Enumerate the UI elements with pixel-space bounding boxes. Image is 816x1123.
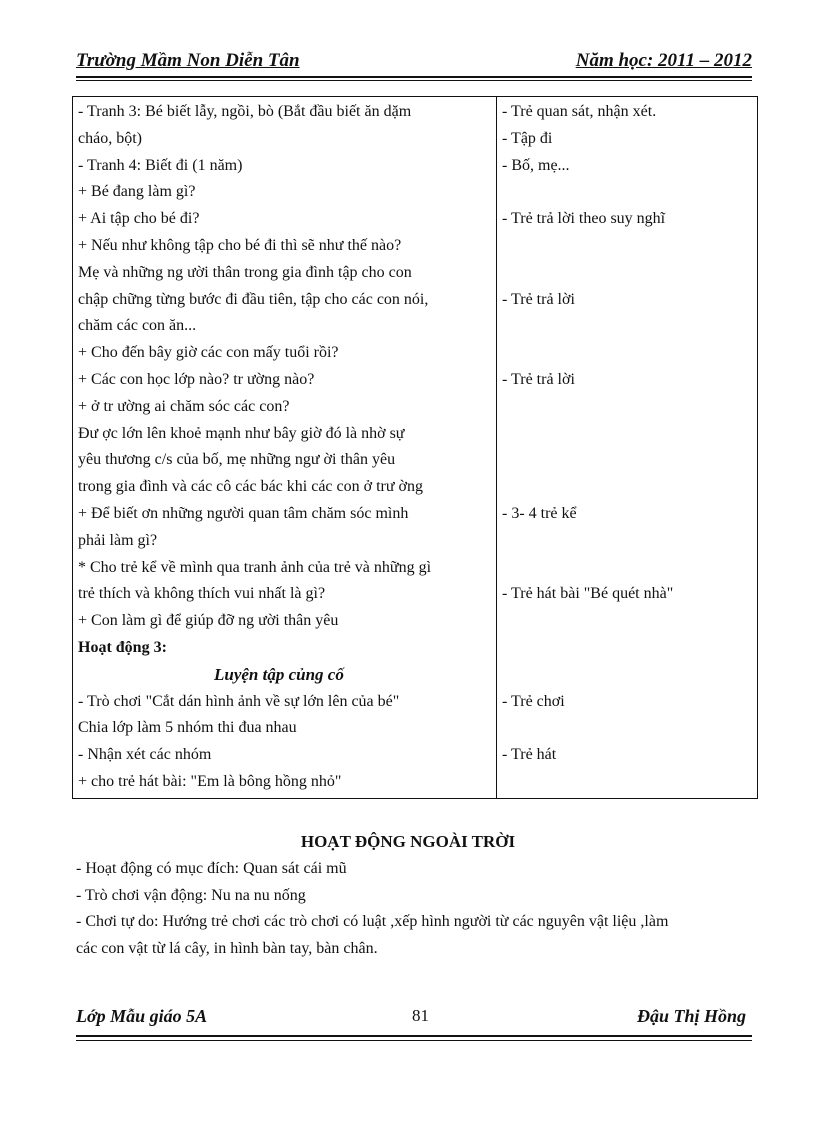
response-line [502, 447, 753, 474]
footer-rule [76, 1035, 752, 1037]
school-name: Trường Mầm Non Diễn Tân [76, 50, 300, 71]
activity-subtitle: Luyện tập củng cố [214, 664, 344, 684]
table-line: + Con làm gì để giúp đỡ ng ười thân yêu [78, 612, 339, 630]
table-line: chăm các con ăn... [78, 317, 197, 335]
class-name: Lớp Mẫu giáo 5A [76, 1006, 208, 1026]
response-line [502, 260, 753, 287]
table-line: yêu thương c/s của bố, mẹ những ngư ời thân yêu [78, 451, 396, 469]
outdoor-line: - Chơi tự do: Hướng trẻ chơi các trò chơi có luật ,xếp hình người từ các nguyên vật liệu ,làm [76, 913, 669, 930]
response-line: - Trẻ hát bài "Bé quét nhà" [502, 585, 674, 603]
child-activities-cell [497, 97, 758, 799]
outdoor-line: - Trò chơi vận động: Nu na nu nống [76, 886, 306, 904]
response-line [502, 233, 753, 260]
response-line [502, 394, 753, 421]
table-line: - Tranh 4: Biết đi (1 năm) [78, 156, 243, 174]
table-line: + ở tr ường ai chăm sóc các con? [78, 397, 290, 415]
response-line [502, 662, 753, 689]
table-line: + Cho đến bây giờ các con mấy tuổi rồi? [78, 344, 339, 362]
teacher-activities-list [78, 99, 492, 635]
table-line: * Cho trẻ kể về mình qua tranh ảnh của trẻ và những gì [78, 558, 432, 576]
table-line: + Ai tập cho bé đi? [78, 210, 200, 228]
footer-rule-thin [76, 1040, 752, 1041]
teacher-activities-cell [73, 97, 497, 799]
table-line: + Để biết ơn những người quan tâm chăm sóc mình [78, 504, 409, 522]
table-line: + cho trẻ hát bài: "Em là bông hồng nhỏ" [78, 772, 342, 790]
response-line [502, 555, 753, 582]
page-number: 81 [412, 1006, 429, 1025]
response-line: - Trẻ trả lời theo suy nghĩ [502, 210, 666, 228]
table-line: - Trò chơi "Cắt dán hình ảnh về sự lớn lên của bé" [78, 692, 400, 710]
table-line: trong gia đình và các cô các bác khi các con ở trư ờng [78, 478, 423, 496]
response-line [502, 421, 753, 448]
response-line: - Trẻ chơi [502, 692, 565, 710]
outdoor-line: các con vật từ lá cây, in hình bàn tay, bàn chân. [76, 939, 378, 957]
header-rule-thin [76, 80, 752, 81]
table-line: chập chững từng bước đi đầu tiên, tập cho các con nói, [78, 290, 429, 308]
teacher-name: Đậu Thị Hồng [636, 1006, 746, 1026]
response-line: - 3- 4 trẻ kể [502, 504, 577, 522]
teacher-activities-list-2 [78, 689, 492, 796]
response-line [502, 179, 753, 206]
response-line: - Bố, mẹ... [502, 156, 570, 174]
response-line [502, 528, 753, 555]
response-line [502, 635, 753, 662]
child-activities-list [502, 99, 753, 796]
activity-heading: Hoạt động 3: [78, 638, 167, 656]
response-line [502, 340, 753, 367]
response-line [502, 313, 753, 340]
header-rule [76, 76, 752, 78]
table-line: + Bé đang làm gì? [78, 183, 196, 201]
table-line: + Các con học lớp nào? tr ường nào? [78, 370, 315, 388]
table-line: Chia lớp làm 5 nhóm thi đua nhau [78, 719, 297, 737]
response-line [502, 474, 753, 501]
table-line: - Nhận xét các nhóm [78, 746, 212, 764]
school-year: Năm học: 2011 – 2012 [575, 50, 752, 71]
table-line: phải làm gì? [78, 531, 158, 549]
response-line: - Trẻ trả lời [502, 370, 575, 388]
table-line: + Nếu như không tập cho bé đi thì sẽ như thế nào? [78, 236, 402, 254]
response-line [502, 715, 753, 742]
response-line [502, 769, 753, 796]
response-line: - Trẻ trả lời [502, 290, 575, 308]
lesson-table [72, 96, 758, 799]
table-line: Đư ợc lớn lên khoẻ mạnh như bây giờ đó là nhờ sự [78, 424, 405, 442]
response-line: - Tập đi [502, 129, 553, 147]
outdoor-activities [76, 856, 776, 962]
outdoor-title: HOẠT ĐỘNG NGOÀI TRỜI [300, 832, 516, 851]
response-line: - Trẻ hát [502, 746, 557, 764]
response-line: - Trẻ quan sát, nhận xét. [502, 103, 657, 120]
page-header [76, 50, 752, 72]
table-line: - Tranh 3: Bé biết lẫy, ngồi, bò (Bắt đầu biết ăn dặm [78, 103, 412, 120]
response-line [502, 608, 753, 635]
table-line: cháo, bột) [78, 129, 142, 147]
table-line: Mẹ và những ng ười thân trong gia đình tập cho con [78, 263, 412, 281]
outdoor-line: - Hoạt động có mục đích: Quan sát cái mũ [76, 860, 347, 877]
table-line: trẻ thích và không thích vui nhất là gì? [78, 585, 326, 603]
table-row [73, 97, 758, 799]
